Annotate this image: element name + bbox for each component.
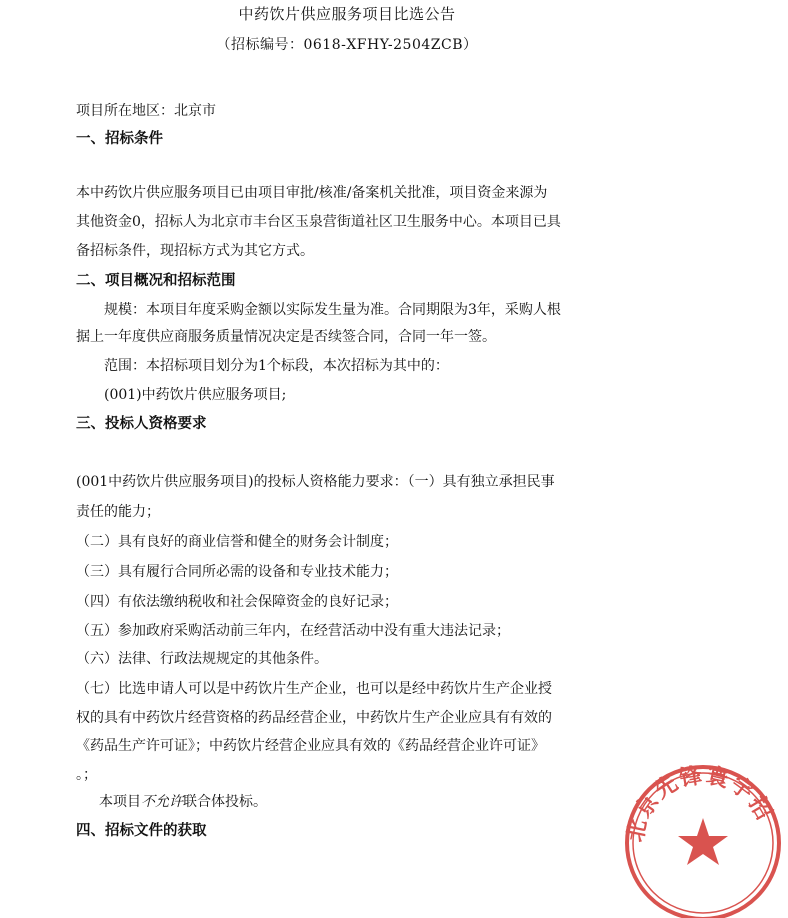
section3-line-8: （七）比选申请人可以是中药饮片生产企业，也可以是经中药饮片生产企业授 <box>76 681 552 697</box>
region-line: 项目所在地区：北京市 <box>76 103 216 119</box>
section3-line-3: （二）具有良好的商业信誉和健全的财务会计制度； <box>76 534 398 550</box>
section1-line-3: 备招标条件，现招标方式为其它方式。 <box>76 243 314 259</box>
section3-line-11: 。； <box>76 767 97 783</box>
section2-scale-line-2: 据上一年度供应商服务质量情况决定是否续签合同，合同一年一签。 <box>76 329 496 345</box>
joint-bid-prefix: 本项目 <box>99 794 141 810</box>
section3-heading: 三、投标人资格要求 <box>76 416 207 432</box>
section2-scope-line: 范围：本招标项目划分为1个标段，本次招标为其中的： <box>104 358 449 374</box>
section3-line-9: 权的具有中药饮片经营资格的药品经营企业，中药饮片生产企业应具有有效的 <box>76 710 552 726</box>
seal-text-path: 北京先锋寰宇招 <box>623 763 778 845</box>
document-subtitle: （招标编号：0618-XFHY-2504ZCB） <box>216 37 478 53</box>
section1-line-2: 其他资金0，招标人为北京市丰台区玉泉营街道社区卫生服务中心。本项目已具 <box>76 214 561 230</box>
section3-line-5: （四）有依法缴纳税收和社会保障资金的良好记录； <box>76 594 398 610</box>
section3-line-4: （三）具有履行合同所必需的设备和专业技术能力； <box>76 564 398 580</box>
section2-heading: 二、项目概况和招标范围 <box>76 273 236 289</box>
section1-line-1: 本中药饮片供应服务项目已由项目审批/核准/备案机关批准，项目资金来源为 <box>76 185 548 201</box>
company-seal-stamp <box>618 748 788 918</box>
joint-bid-line <box>99 792 619 812</box>
section3-line-2: 责任的能力； <box>76 504 160 520</box>
document-title: 中药饮片供应服务项目比选公告 <box>238 5 456 23</box>
section3-line-1: (001中药饮片供应服务项目)的投标人资格能力要求：（一）具有独立承担民事 <box>76 474 555 490</box>
section3-line-7: （六）法律、行政法规规定的其他条件。 <box>76 651 328 667</box>
section3-line-10: 《药品生产许可证》；中药饮片经营企业应具有效的《药品经营企业许可证》 <box>76 738 545 754</box>
section3-line-6: （五）参加政府采购活动前三年内，在经营活动中没有重大违法记录； <box>76 623 510 639</box>
section4-heading: 四、招标文件的获取 <box>76 823 207 839</box>
seal-star <box>678 818 728 865</box>
joint-bid-italic: 不允许 <box>141 794 183 810</box>
section2-scale-line-1: 规模：本项目年度采购金额以实际发生量为准。合同期限为3年，采购人根 <box>104 302 561 318</box>
section2-item-line: (001)中药饮片供应服务项目; <box>104 387 287 403</box>
joint-bid-suffix: 联合体投标。 <box>183 794 267 810</box>
section1-heading: 一、招标条件 <box>76 131 163 147</box>
